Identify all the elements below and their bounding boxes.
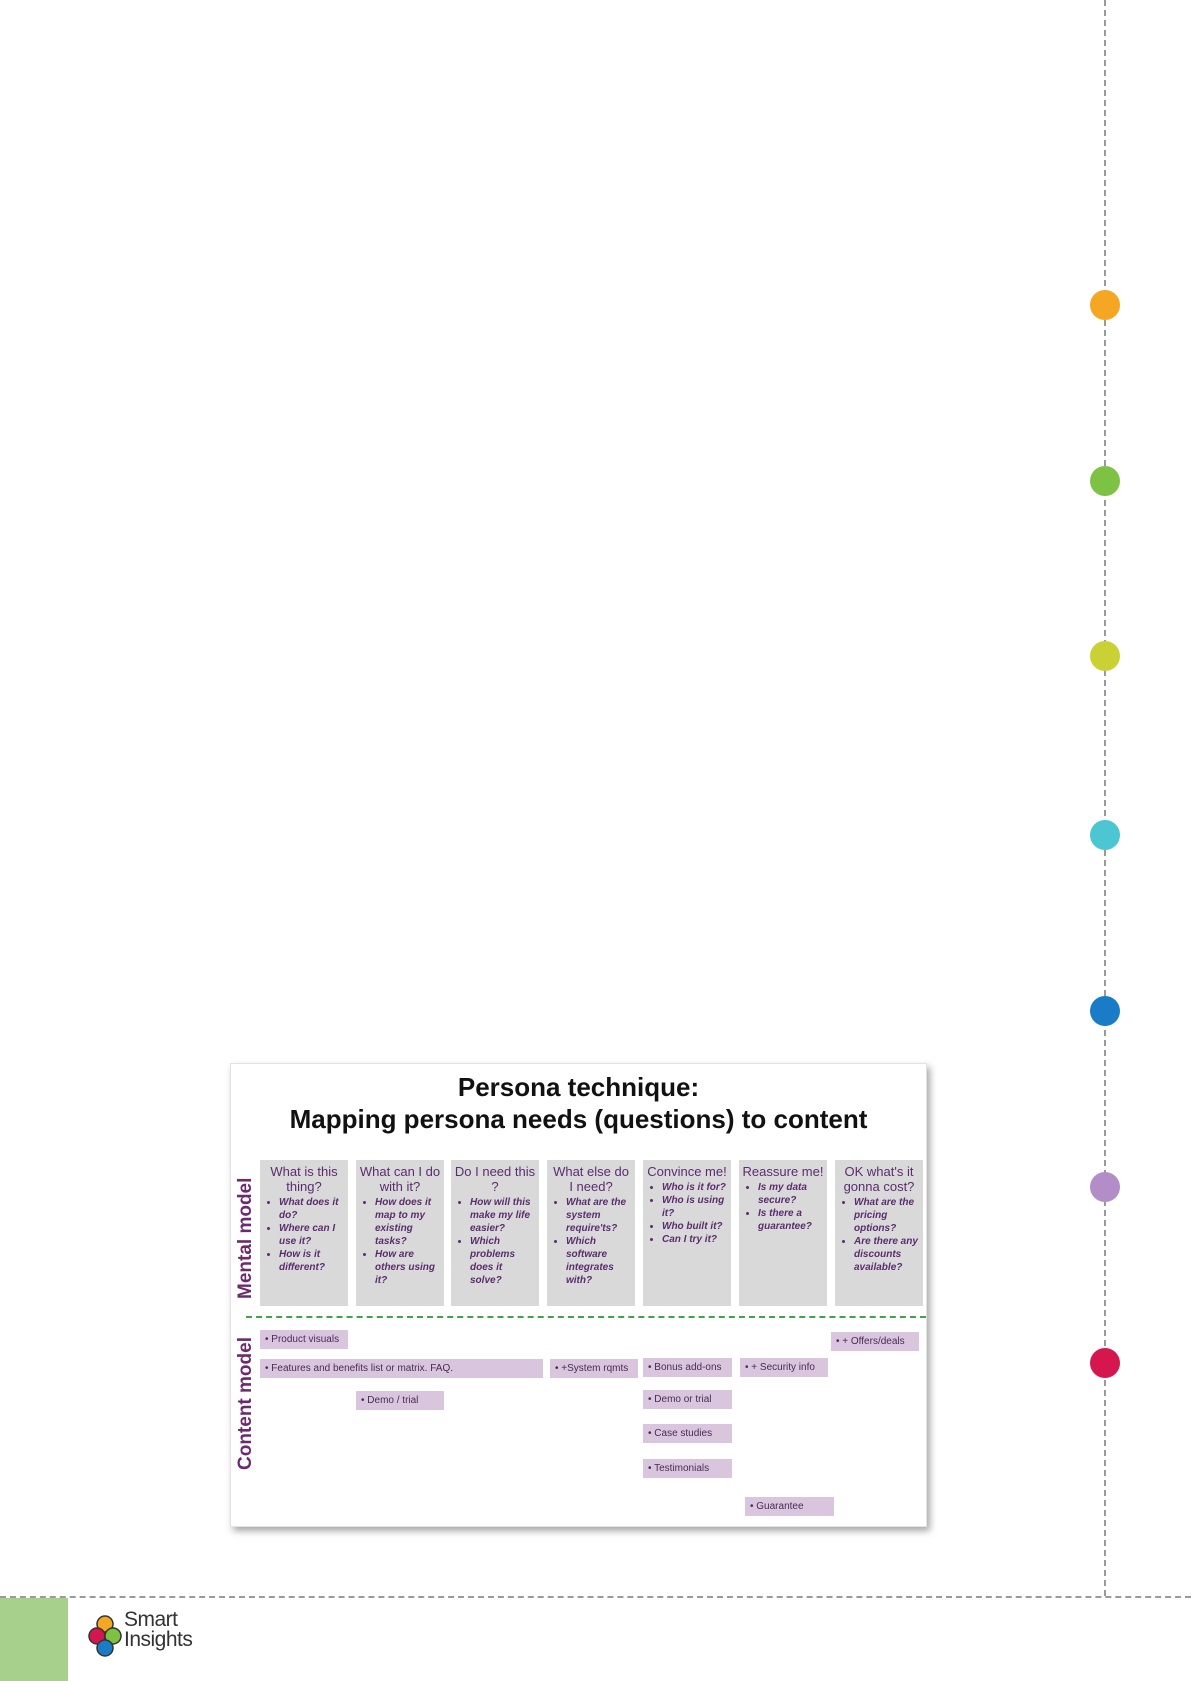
card-question-list <box>454 1196 536 1287</box>
smart-insights-logo <box>88 1610 218 1662</box>
mental-model-card <box>643 1160 731 1306</box>
card-question: • Where can I use it? <box>279 1222 345 1248</box>
content-item: • Bonus add-ons <box>643 1358 732 1377</box>
mental-model-label: Mental model <box>235 1177 256 1299</box>
mental-model-card <box>835 1160 923 1306</box>
card-heading: What else do I need? <box>553 1164 629 1194</box>
slide-subtitle: Mapping persona needs (questions) to content <box>289 1104 868 1134</box>
card-question: • Are there any discounts available? <box>854 1235 920 1274</box>
timeline-dot-cyan <box>1090 820 1120 850</box>
footer-green-tab <box>0 1598 68 1681</box>
card-heading: What is this thing? <box>270 1164 338 1194</box>
card-question: • What are the pricing options? <box>854 1196 920 1235</box>
mental-model-card <box>739 1160 827 1306</box>
mental-model-card <box>451 1160 539 1306</box>
card-question: • Is my data secure? <box>758 1181 824 1207</box>
logo-line1: Smart <box>124 1608 178 1631</box>
timeline-dot-blue <box>1090 996 1120 1026</box>
mental-model-card <box>547 1160 635 1306</box>
content-item: • Demo / trial <box>356 1391 444 1410</box>
card-heading: What can I do with it? <box>359 1164 441 1194</box>
card-question-list <box>263 1196 345 1274</box>
card-question: • Who is it for? <box>662 1181 728 1194</box>
logo-line2: Insights <box>124 1628 193 1651</box>
card-question-list <box>742 1181 824 1233</box>
card-question-list <box>550 1196 632 1287</box>
card-heading: Reassure me! <box>742 1164 824 1179</box>
card-question-list <box>359 1196 441 1287</box>
model-divider <box>246 1316 926 1318</box>
mental-model-card <box>260 1160 348 1306</box>
content-item: • Testimonials <box>643 1459 732 1478</box>
card-heading: Convince me! <box>647 1164 727 1179</box>
card-question: • How does it map to my existing tasks? <box>375 1196 441 1248</box>
card-question: • Can I try it? <box>662 1233 728 1246</box>
card-heading: Do I need this ? <box>454 1164 536 1194</box>
mental-model-card <box>356 1160 444 1306</box>
card-question-list <box>646 1181 728 1246</box>
content-model-label: Content model <box>235 1337 256 1470</box>
logo-wordmark <box>124 1610 192 1650</box>
timeline-dot-lime <box>1090 641 1120 671</box>
content-item: • Demo or trial <box>643 1390 732 1409</box>
card-question: • How are others using it? <box>375 1248 441 1287</box>
content-item: • Product visuals <box>260 1330 348 1349</box>
timeline-dot-purple <box>1090 1172 1120 1202</box>
card-question: • What does it do? <box>279 1196 345 1222</box>
persona-technique-slide <box>230 1063 927 1527</box>
card-question: • Who is using it? <box>662 1194 728 1220</box>
card-question: • Which problems does it solve? <box>470 1235 536 1287</box>
card-question: • How is it different? <box>279 1248 345 1274</box>
card-question-list <box>838 1196 920 1274</box>
slide-title: Persona technique: <box>457 1072 700 1102</box>
smart-insights-logo-icon <box>88 1614 122 1658</box>
timeline-dot-green <box>1090 466 1120 496</box>
card-question: • Is there a guarantee? <box>758 1207 824 1233</box>
content-item: • Case studies <box>643 1424 732 1443</box>
content-item: • + Offers/deals <box>831 1332 919 1351</box>
content-item: • Features and benefits list or matrix. FAQ. <box>260 1359 543 1378</box>
card-question: • Which software integrates with? <box>566 1235 632 1287</box>
timeline-dot-orange <box>1090 290 1120 320</box>
card-heading: OK what's it gonna cost? <box>843 1164 915 1194</box>
content-item: • + Security info <box>740 1358 828 1377</box>
content-item: • +System rqmts <box>550 1359 638 1378</box>
content-item: • Guarantee <box>745 1497 834 1516</box>
timeline-dot-red <box>1090 1348 1120 1378</box>
card-question: • Who built it? <box>662 1220 728 1233</box>
footer-divider-line <box>0 1596 1191 1598</box>
card-question: • How will this make my life easier? <box>470 1196 536 1235</box>
card-question: • What are the system require'ts? <box>566 1196 632 1235</box>
